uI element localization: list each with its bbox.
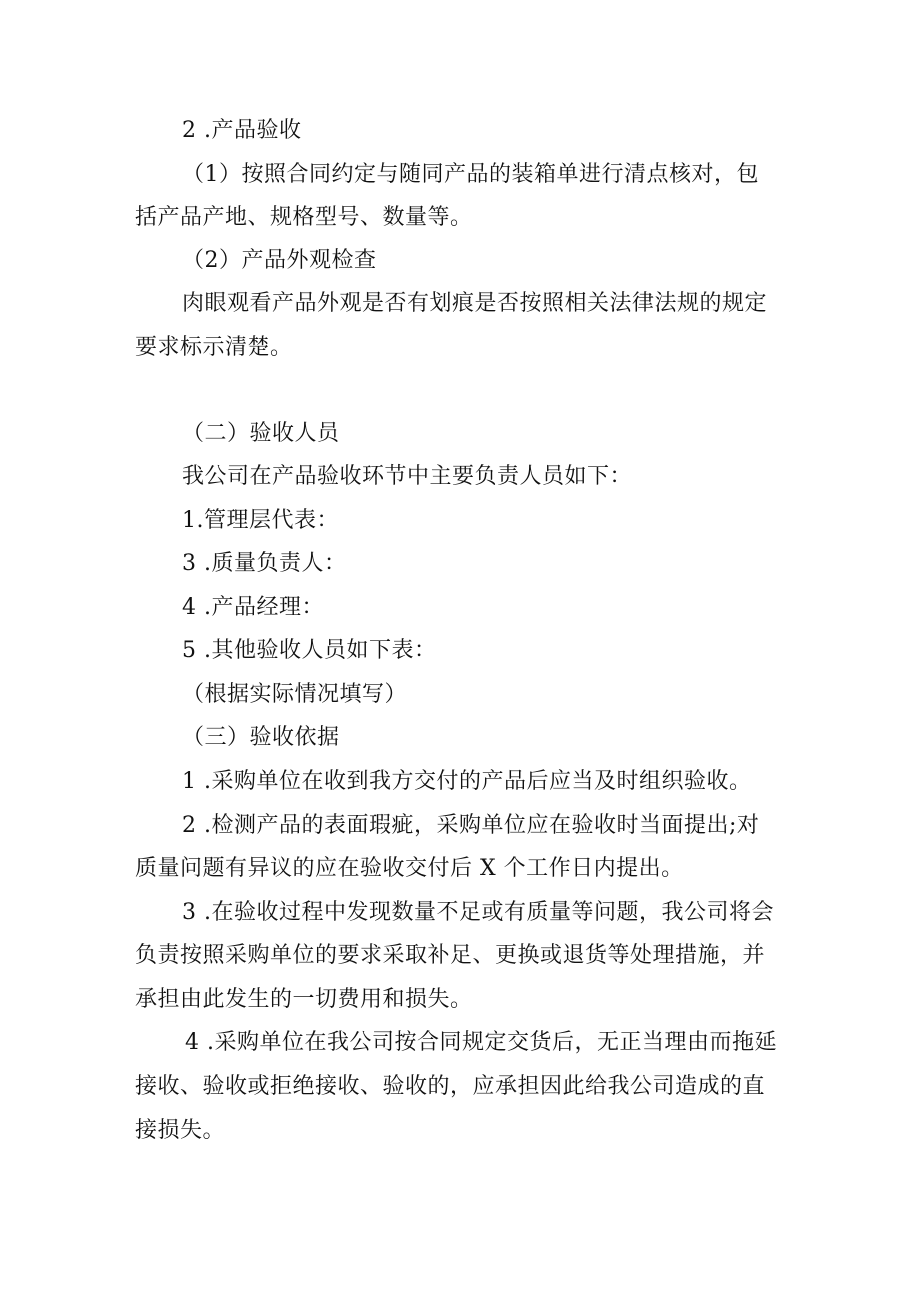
list-item: 4 .采购单位在我公司按合同规定交货后，无正当理由而拖延 (185, 1030, 777, 1055)
list-item: 1.管理层代表： (182, 508, 339, 533)
paragraph-line: 承担由此发生的一切费用和损失。 (135, 987, 473, 1012)
list-item: 4 .产品经理： (182, 595, 324, 620)
list-item: 3 .质量负责人： (182, 551, 347, 576)
list-item: 1 .采购单位在收到我方交付的产品后应当及时组织验收。 (182, 769, 752, 794)
list-item: 2 .检测产品的表面瑕疵，采购单位应在验收时当面提出;对 (182, 813, 760, 838)
subheading-appearance-check: （2）产品外观检查 (182, 248, 377, 273)
paragraph-line: 要求标示清楚。 (135, 335, 293, 360)
section-heading-acceptance-basis: （三）验收依据 (182, 725, 340, 750)
paragraph-line: 接收、验收或拒绝接收、验收的，应承担因此给我公司造成的直 (135, 1074, 766, 1099)
note-line: （根据实际情况填写） (182, 682, 408, 707)
paragraph-line: 肉眼观看产品外观是否有划痕是否按照相关法律法规的规定 (182, 291, 768, 316)
list-item: 5 .其他验收人员如下表： (182, 638, 437, 663)
paragraph-line: 括产品产地、规格型号、数量等。 (135, 205, 473, 230)
paragraph-line: 我公司在产品验收环节中主要负责人员如下： (182, 464, 633, 489)
section-heading-acceptance-staff: （二）验收人员 (182, 421, 340, 446)
paragraph-line: 接损失。 (135, 1118, 226, 1143)
paragraph-line: 负责按照采购单位的要求采取补足、更换或退货等处理措施，并 (135, 943, 766, 968)
paragraph-line: 质量问题有异议的应在验收交付后 X 个工作日内提出。 (135, 856, 684, 881)
section-heading-product-acceptance: 2 .产品验收 (182, 118, 302, 143)
list-item: 3 .在验收过程中发现数量不足或有质量等问题，我公司将会 (182, 900, 774, 925)
paragraph-line: （1）按照合同约定与随同产品的装箱单进行清点核对，包 (182, 162, 759, 187)
